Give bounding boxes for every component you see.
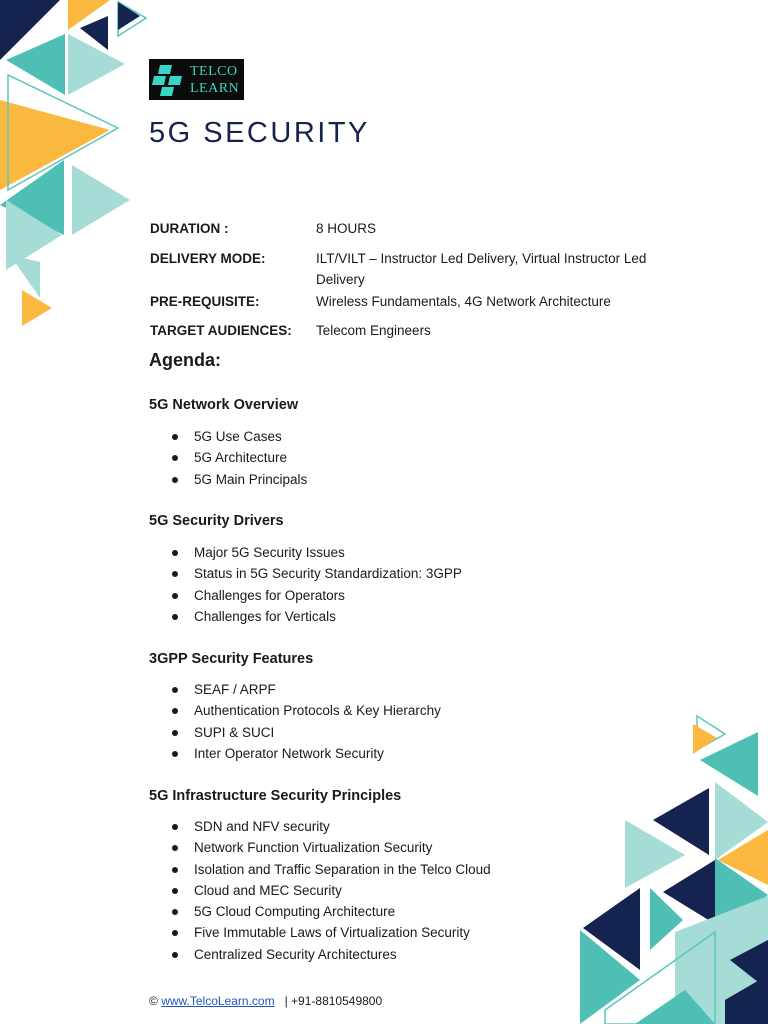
page-title: 5G SECURITY xyxy=(149,117,370,149)
logo-blocks-icon xyxy=(152,62,186,98)
list-item: Major 5G Security Issues xyxy=(150,542,462,563)
section-list xyxy=(150,679,441,764)
section-heading: 5G Infrastructure Security Principles xyxy=(149,788,402,804)
logo-text-learn: LEARN xyxy=(190,80,240,96)
list-item: Cloud and MEC Security xyxy=(150,880,491,901)
list-item: 5G Architecture xyxy=(150,447,307,468)
logo-text-telco: TELCO xyxy=(190,63,238,79)
meta-value: ILT/VILT – Instructor Led Delivery, Virtual Instructor Led Delivery xyxy=(316,251,647,287)
meta-value: Wireless Fundamentals, 4G Network Architecture xyxy=(316,294,611,309)
list-item: SEAF / ARPF xyxy=(150,679,441,700)
copyright-symbol: © xyxy=(149,994,158,1008)
list-item: Centralized Security Architectures xyxy=(150,944,491,965)
list-item: SUPI & SUCI xyxy=(150,722,441,743)
section-list xyxy=(150,816,491,965)
logo-text xyxy=(186,63,239,97)
meta-key: PRE-REQUISITE: xyxy=(150,294,260,309)
list-item: Inter Operator Network Security xyxy=(150,743,441,764)
list-item: 5G Cloud Computing Architecture xyxy=(150,901,491,922)
section-list xyxy=(150,426,307,490)
list-item: Challenges for Operators xyxy=(150,585,462,606)
list-item: Isolation and Traffic Separation in the Telco Cloud xyxy=(150,859,491,880)
agenda-heading: Agenda: xyxy=(149,350,221,370)
meta-key: DURATION : xyxy=(150,221,229,236)
phone-number: | +91-8810549800 xyxy=(284,994,383,1008)
list-item: Authentication Protocols & Key Hierarchy xyxy=(150,700,441,721)
footer xyxy=(149,994,382,1008)
section-heading: 5G Security Drivers xyxy=(149,513,284,529)
list-item: Network Function Virtualization Security xyxy=(150,837,491,858)
section-heading: 3GPP Security Features xyxy=(149,651,314,667)
list-item: SDN and NFV security xyxy=(150,816,491,837)
meta-key: TARGET AUDIENCES: xyxy=(150,323,292,338)
list-item: Challenges for Verticals xyxy=(150,606,462,627)
section-heading: 5G Network Overview xyxy=(149,397,299,413)
telco-learn-logo xyxy=(149,59,244,100)
bottom-right-decoration xyxy=(575,710,768,1024)
list-item: Five Immutable Laws of Virtualization Security xyxy=(150,922,491,943)
section-list xyxy=(150,542,462,627)
meta-key: DELIVERY MODE: xyxy=(150,251,266,266)
website-link[interactable]: www.TelcoLearn.com xyxy=(161,994,275,1008)
list-item: 5G Main Principals xyxy=(150,469,307,490)
top-left-decoration xyxy=(0,0,150,340)
list-item: 5G Use Cases xyxy=(150,426,307,447)
meta-value: Telecom Engineers xyxy=(316,323,431,338)
meta-value: 8 HOURS xyxy=(316,221,377,236)
list-item: Status in 5G Security Standardization: 3GPP xyxy=(150,563,462,584)
